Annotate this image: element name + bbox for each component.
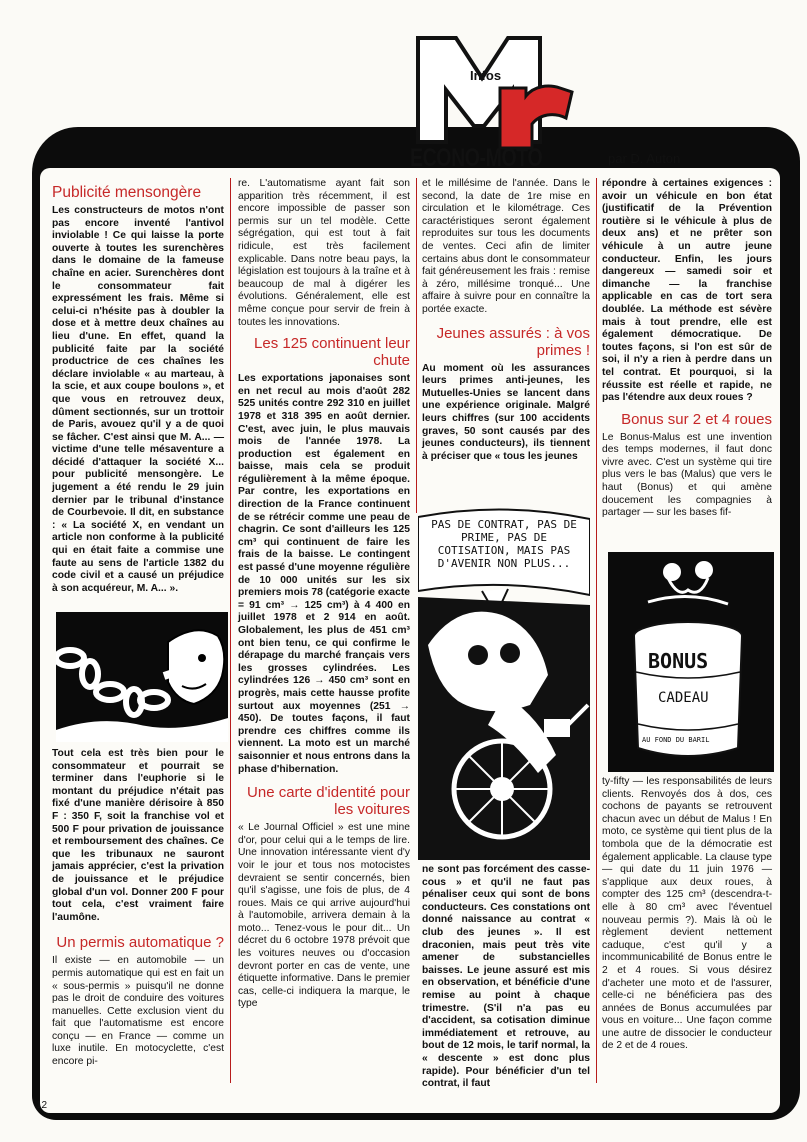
byline: par D. Auton <box>608 151 681 166</box>
article-bonus-continued: ty-fifty — les responsabilités de leurs clients. Renvoyés dos à dos, ces cochons de payants se retrouvent chacun avec un début de Malus ! En moto, ce système qui tient plus de la tombola que de la démocratie est également applicable. La clause type — qui date du 11 juin 1976 — s'applique aux deux roues, à compter des 125 cm³ (descendra-t-elle à 80 cm³ avec l'éventuel nouveau permis ?). Mais là où le règlement devient nettement caduque, c'est qu'il y a incommunicabilité de Bonus entre le 2 et 4 roues. Si vous désirez d'acheter une moto et de l'assurer, celle-ci ne bénéficiera pas des années de Bonus accumulées par vous en voiture... Une façon comme une autre de dissocier le conducteur de 2 et de 4 roues. <box>602 776 772 1052</box>
article-permis-body: Il existe — en automobile — un permis automatique qui est en fait un « sous-permis » puisqu'il ne donne pas le droit de conduire des voitures manuelles. Cette exclusion vient du fait que l'automatisme est encore conçu — en France — comme un luxe inutile. En motocyclette, c'est encore pi- <box>52 955 224 1068</box>
column-4 <box>602 178 772 520</box>
column-1 <box>52 178 224 595</box>
page-title: ECONO-MOTO <box>410 144 543 172</box>
column-rule <box>230 178 231 1083</box>
can-baril-text: AU FOND DU BARIL <box>642 736 710 744</box>
article-publicite-body: Les constructeurs de motos n'ont pas encore inventé l'antivol inviolable ! Ce qui laisse la porte ouverte à toutes les surenchères dans le domaine de la fameuse chaîne en acier. Surenchères dont le consommateur fait expressément les frais. Même si celui-ci n'hésite pas à doubler la dose et à mettre deux chaînes au lieu d'une. En effet, quand la publicité faite par la société productrice de ces chaînes les déclare inviolable « au marteau, à la scie, et aux coupe boulons », et que vous en retrouvez deux, dûment sectionnés, sur un trottoir de Paris, avouez qu'il y a de quoi se fâcher. C'est ainsi que M. A... — victime d'une telle mésaventure a décidé d'attaquer la société X... pour publicité mensongère. Le jugement a été rendu le 29 juin dernier par le tribunal d'instance de Courbevoie. Il dit, en substance : « La société X, en vendant un article non conforme à la publicité qui en était faite a commise une faute au sens de l'article 1382 du code civil et a causé un préjudice à son acquéreur, M. A... ». <box>52 205 224 594</box>
heading-bonus: Bonus sur 2 et 4 roues <box>621 410 772 428</box>
article-jeunes-body: Au moment où les assurances leurs primes anti-jeunes, les Mutuelles-Unies se lancent dans une expérience originale. Malgré leurs chiffres (sur 100 accidents graves, 50 sont causés par des jeunes conducteurs), ils tiennent à préciser que « tous les jeunes <box>422 362 590 462</box>
article-permis-continued: re. L'automatisme ayant fait son apparition très récemment, il est encore impossible de passer son permis sur un tel modèle. Cette ségrégation, qui est tout à fait ridicule, est très facilement explicable. Dans notre beau pays, la législation est toujours à la traîne et à beaucoup de mal à digérer les évolutions. Généralement, elle est même conçue pour servir de frein à toutes les innovations. <box>238 178 410 328</box>
column-2 <box>238 178 410 1011</box>
speech-bubble-text: PAS DE CONTRAT, PAS DE PRIME, PAS DE COTISATION, MAIS PAS D'AVENIR NON PLUS... <box>431 518 577 570</box>
chain-illustration <box>56 612 228 742</box>
heading-permis: Un permis automatique ? <box>56 934 224 952</box>
heading-carte-identite: Une carte d'identité pour les voitures <box>247 784 410 819</box>
article-publicite-conclusion: Tout cela est très bien pour le consommateur et pourrait se terminer dans l'euphorie si le montant du préjudice n'était pas fixé d'une manière dérisoire à 850 F : 350 F, soit la franchise vol et 500 F pour privation de jouissance et remboursement des chaînes. Ce que les tribunaux ne sauront jamais apprécier, c'est la privation de jouissance et le préjudice global d'un vol. Donner 200 F pour tout cela, c'est vraiment faire l'aumône. <box>52 748 224 923</box>
infos-label: Infos <box>470 68 502 83</box>
column-3-continued <box>422 864 590 1091</box>
column-4-continued <box>602 776 772 1053</box>
bonus-can-illustration <box>608 552 774 772</box>
article-carte-continued: et le millésime de l'année. Dans le second, la date de 1re mise en circulation et le kilométrage. Ces caractéristiques seront également reproduites sur tous les documents de ventes. Ceci afin de limiter certains abus dont le consommateur fait généreusement les frais : remise à zéro, millésime tronqué... Une affaire à suivre pour en connaître la portée exacte. <box>422 178 590 315</box>
article-125-body: Les exportations japonaises sont en net recul au mois d'août 282 525 unités contre 292 310 en juillet 1978 et 318 395 en août dernier. C'est, avec juin, le plus mauvais mois de l'année 1978. La production est également en baisse, mais cela se produit régulièrement à la même époque. Par contre, les exportations en direction de la France continuent de se rétrécir comme une peau de chagrin. Ce sont d'ailleurs les 125 cm³ qui continuent de faire les frais de la baisse. Le contingent est passé d'une moyenne régulière de 10 000 unités sur les six premiers mois 78 (catégorie exacte = 91 cm³ → 125 cm³) à 4 400 en juillet 1978 et 2 914 en août. Globalement, les plus de 451 cm³ ont bien tenu, ce qui confirme le dérapage du marché français vers les grosses cylindrées. Les cylindrées 126 → 450 cm³ sont en progrès, mais cette hausse profite surtout aux moyennes (251 → 450). De toutes façons, il faut prendre ces chiffres comme ils viennent. La moto est un marché saisonnier et nous entrons dans la phase d'hibernation. <box>238 373 410 775</box>
column-rule <box>416 178 417 513</box>
article-jeunes-conditions: répondre à certaines exigences : avoir un véhicule en bon état (justificatif de la Prévention routière si le véhicule à plus de deux ans) et ne prêter son véhicule à un autre jeune conducteur. Enfin, les jours dangereux — samedi soir et dimanche — la franchise applicable en cas de tort sera doublée. La méthode est sévère mais à tout prendre, elle est également démocratique. De toutes façons, si l'on est sûr de soi, il n'y a rien à perdre dans un tel contrat. Et pourquoi, si la réussite est réelle et rapide, ne pas l'étendre aux deux roues ? <box>602 178 772 404</box>
page-number: 12 <box>36 1100 48 1111</box>
column-3 <box>422 178 590 463</box>
can-cadeau-text: CADEAU <box>658 690 709 706</box>
article-jeunes-continued: ne sont pas forcément des casse-cous » et qu'il ne faut pas pénaliser ceux qui sont de bons conducteurs. Ces constations ont donné naissance au contrat « club des jeunes ». Il est draconien, mais peut très vite amener de substancielles baisses. Le jeune assuré est mis en observation, et bénéficie d'une remise au point à chaque trimestre. (S'il n'a pas eu d'accident, sa cotisation diminue immédiatement et retrouve, au bout de 12 mois, le tarif normal, la « descente » est donc plus rapide). Pour bénéficier d'un tel contrat, il faut <box>422 864 590 1090</box>
heading-jeunes-assures: Jeunes assurés : à vos primes ! <box>436 324 590 359</box>
column-1-continued <box>52 748 224 1069</box>
can-bonus-text: BONUS <box>648 649 709 673</box>
infos-mr-logo <box>408 30 578 160</box>
heading-publicite: Publicité mensongère <box>52 184 202 201</box>
article-carte-body: « Le Journal Officiel » est une mine d'or, pour celui qui a le temps de lire. Une innovation intéressante vient d'y voir le jour et tous nos motocistes devraient se sentir concernés, bien qu'il s'agisse, une fois de plus, de 4 roues. Mais ce qui arrive aujourd'hui à l'automobile, arrivera demain à la moto... Tenez-vous le pour dit... Un décret du 6 octobre 1978 prévoit que les voitures neuves ou d'occasion devront porter en cas de vente, une étiquette informative. Dans le premier cas, celle-ci indiquera la marque, le type <box>238 822 410 1010</box>
heading-125: Les 125 continuent leur chute <box>254 335 410 370</box>
column-rule <box>596 178 597 1083</box>
article-bonus-body: Le Bonus-Malus est une invention des temps modernes, il faut donc vivre avec. C'est un système qui tire plus vers le bas (Malus) que vers le haut (Bonus) et qui amène doucement les compagnies à partager — sur les bases fif- <box>602 431 772 519</box>
